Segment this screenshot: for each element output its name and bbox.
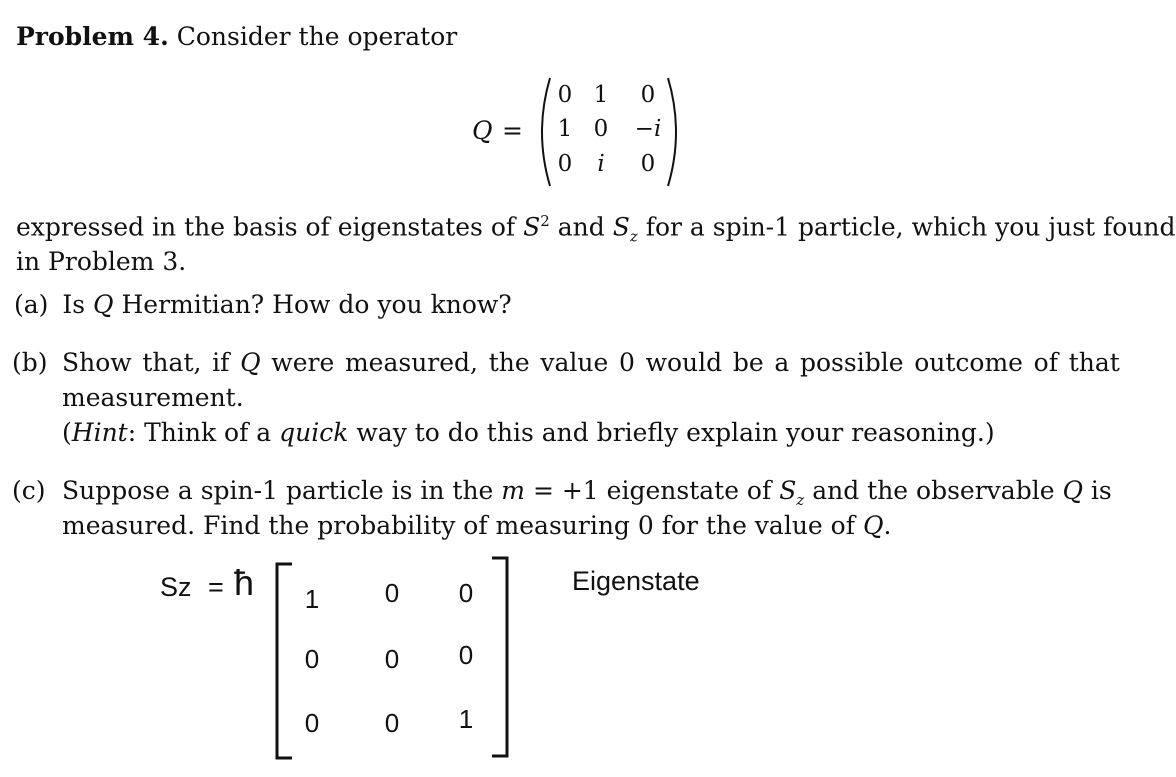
q-cell: 0 — [593, 116, 609, 142]
desc-and: and — [557, 212, 605, 242]
part-a — [14, 290, 512, 319]
part-b-word: Show — [62, 348, 132, 377]
part-b-word: would — [645, 348, 723, 377]
sz-cell: 0 — [304, 644, 320, 674]
sz-symbol: S — [779, 476, 797, 505]
part-b-word: if — [212, 348, 230, 377]
part-b-word: of — [1033, 348, 1058, 377]
operator-equals: = — [502, 116, 523, 145]
part-b-word: measured, — [344, 348, 478, 377]
part-c-label: (c) — [12, 476, 46, 505]
q-symbol: Q — [240, 348, 261, 377]
part-b-word: a — [774, 348, 790, 377]
part-b-word: that — [1068, 348, 1120, 377]
q-symbol: Q — [1062, 476, 1083, 505]
q-symbol: Q — [93, 290, 114, 319]
part-b-word: value — [540, 348, 609, 377]
q-cell: 0 — [557, 82, 573, 108]
period: . — [883, 511, 892, 540]
part-c-text: and the observable — [812, 476, 1055, 505]
q-cell: 1 — [593, 82, 609, 108]
part-a-label: (a) — [14, 290, 49, 319]
sz-cell: 0 — [458, 578, 474, 608]
problem-intro: Consider the operator — [176, 22, 458, 51]
part-b-line-2: measurement. — [62, 383, 244, 412]
part-b-hint — [62, 418, 995, 447]
part-c-text: is — [1090, 476, 1112, 505]
part-a-text: Is — [62, 290, 86, 319]
hint-text: way to do this and briefly explain your reasoning.) — [356, 418, 995, 447]
part-b-word: possible — [799, 348, 904, 377]
q-symbol: Q — [862, 511, 884, 540]
left-bracket — [274, 562, 294, 762]
desc-text: expressed in the basis of eigenstates of — [16, 212, 516, 242]
problem-heading — [16, 22, 457, 51]
part-b-word: be — [732, 348, 764, 377]
part-b-word: that, — [142, 348, 202, 377]
part-c-text: Suppose a spin-1 particle is in the — [62, 476, 494, 505]
q-cell: 0 — [640, 82, 656, 108]
problem-title: Problem 4. — [16, 22, 169, 51]
hint-emphasis: quick — [279, 418, 349, 447]
part-a-text: Hermitian? How do you know? — [121, 290, 512, 319]
m-symbol: m — [501, 476, 526, 505]
eigenstate-note: Eigenstate — [572, 566, 700, 596]
part-c-line-2 — [62, 511, 891, 540]
sz-symbol: S — [612, 212, 630, 242]
subscript-z: z — [796, 491, 805, 509]
part-b-word: outcome — [914, 348, 1023, 377]
part-c-line-1 — [62, 476, 1112, 509]
description-line-2: in Problem 3. — [16, 247, 187, 276]
part-b-line-1 — [62, 348, 1120, 377]
part-c-text: eigenstate of — [606, 476, 772, 505]
superscript-2: 2 — [540, 212, 550, 230]
q-cell: 1 — [557, 116, 573, 142]
sz-cell: 0 — [384, 578, 400, 608]
sz-cell: 0 — [384, 708, 400, 738]
part-b-word: the — [488, 348, 530, 377]
part-b-word: were — [271, 348, 335, 377]
hint-label: Hint — [71, 418, 128, 447]
part-c-text: measured. Find the probability of measuring 0 for the value of — [62, 511, 855, 540]
q-cell: −i — [634, 116, 662, 142]
part-b-word: 0 — [618, 348, 635, 377]
q-cell: i — [597, 151, 605, 177]
sz-equals: = — [208, 572, 224, 602]
sz-label: Sz — [160, 572, 192, 602]
part-b-label: (b) — [12, 348, 48, 377]
hbar-symbol: ħ — [234, 562, 255, 603]
s-symbol: S — [523, 212, 541, 242]
sz-cell: 0 — [384, 644, 400, 674]
sz-cell: 1 — [304, 584, 320, 614]
q-cell: 0 — [557, 151, 573, 177]
subscript-z: z — [629, 227, 638, 246]
m-value: = +1 — [532, 476, 599, 505]
q-cell: 0 — [640, 151, 656, 177]
desc-text: for a spin-1 particle, which you just found — [645, 212, 1176, 242]
hint-text: : Think of a — [127, 418, 272, 447]
sz-cell: 0 — [304, 708, 320, 738]
hint-paren: ( — [62, 418, 72, 447]
right-bracket — [490, 556, 510, 760]
sz-cell: 1 — [458, 704, 474, 734]
sz-cell: 0 — [458, 640, 474, 670]
description-line-1 — [16, 212, 1176, 245]
operator-symbol: Q — [472, 116, 493, 145]
